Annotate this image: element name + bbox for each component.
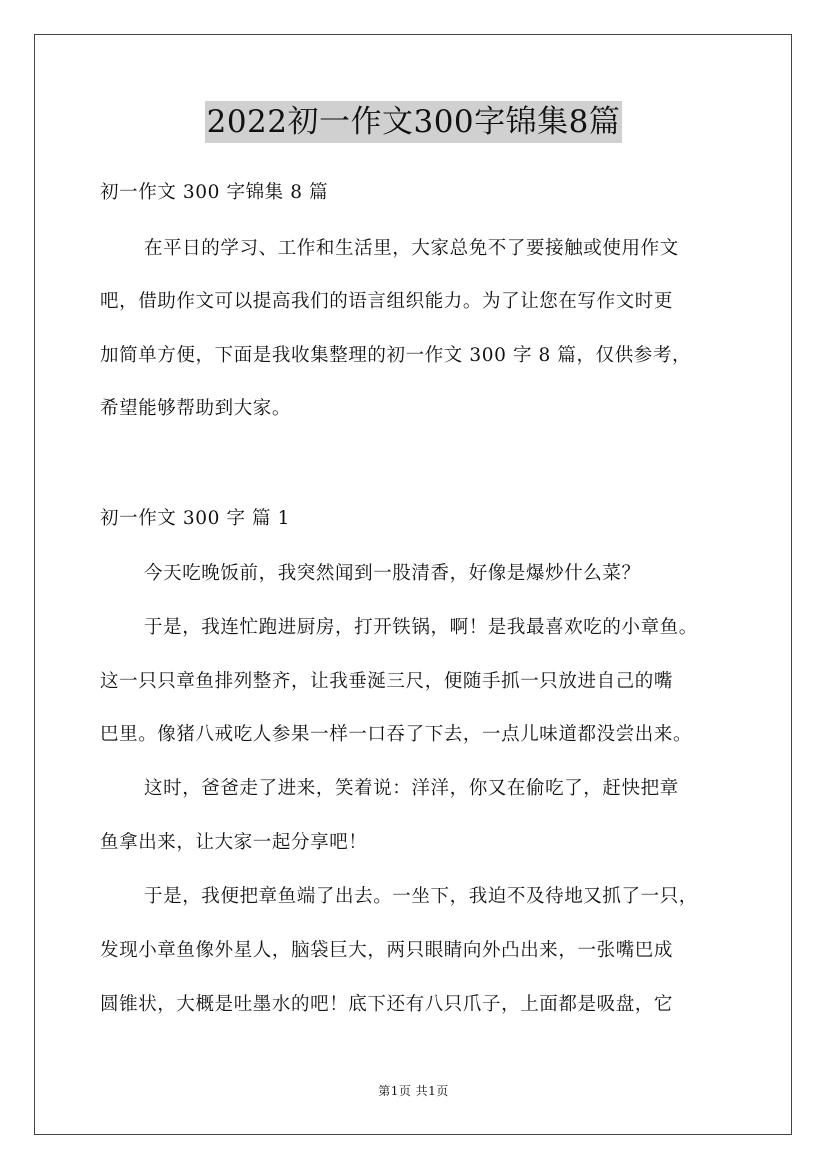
body-line: 今天吃晚饭前，我突然闻到一股清香，好像是爆炒什么菜？	[144, 563, 641, 584]
intro-line: 吧，借助作文可以提高我们的语言组织能力。为了让您在写作文时更	[100, 291, 674, 312]
body-line: 这一只只章鱼排列整齐，让我垂涎三尺，便随手抓一只放进自己的嘴	[100, 671, 674, 692]
body-line: 这时，爸爸走了进来，笑着说：洋洋，你又在偷吃了，赶快把章	[144, 778, 679, 799]
document-title: 2022初一作文300字锦集8篇	[205, 101, 623, 143]
intro-line: 加简单方便，下面是我收集整理的初一作文 300 字 8 篇，仅供参考，	[100, 345, 692, 366]
intro-line: 在平日的学习、工作和生活里，大家总免不了要接触或使用作文	[144, 238, 679, 259]
body-line: 于是，我连忙跑进厨房，打开铁锅，啊！是我最喜欢吃的小章鱼。	[144, 617, 698, 638]
intro-line: 希望能够帮助到大家。	[100, 398, 292, 419]
page-footer	[0, 1083, 827, 1099]
title-container	[0, 101, 827, 143]
page-number: 第1页 共1页	[378, 1084, 449, 1098]
body-line: 于是，我便把章鱼端了出去。一坐下，我迫不及待地又抓了一只，	[144, 886, 698, 907]
body-line: 鱼拿出来，让大家一起分享吧！	[100, 832, 368, 853]
body-line: 发现小章鱼像外星人，脑袋巨大，两只眼睛向外凸出来，一张嘴巴成	[100, 940, 674, 961]
document-subtitle: 初一作文 300 字锦集 8 篇	[100, 182, 329, 203]
body-line: 巴里。像猪八戒吃人参果一样一口吞了下去，一点儿味道都没尝出来。	[100, 724, 693, 745]
body-line: 圆锥状，大概是吐墨水的吧！底下还有八只爪子，上面都是吸盘，它	[100, 994, 674, 1015]
section-heading: 初一作文 300 字 篇 1	[100, 508, 291, 529]
